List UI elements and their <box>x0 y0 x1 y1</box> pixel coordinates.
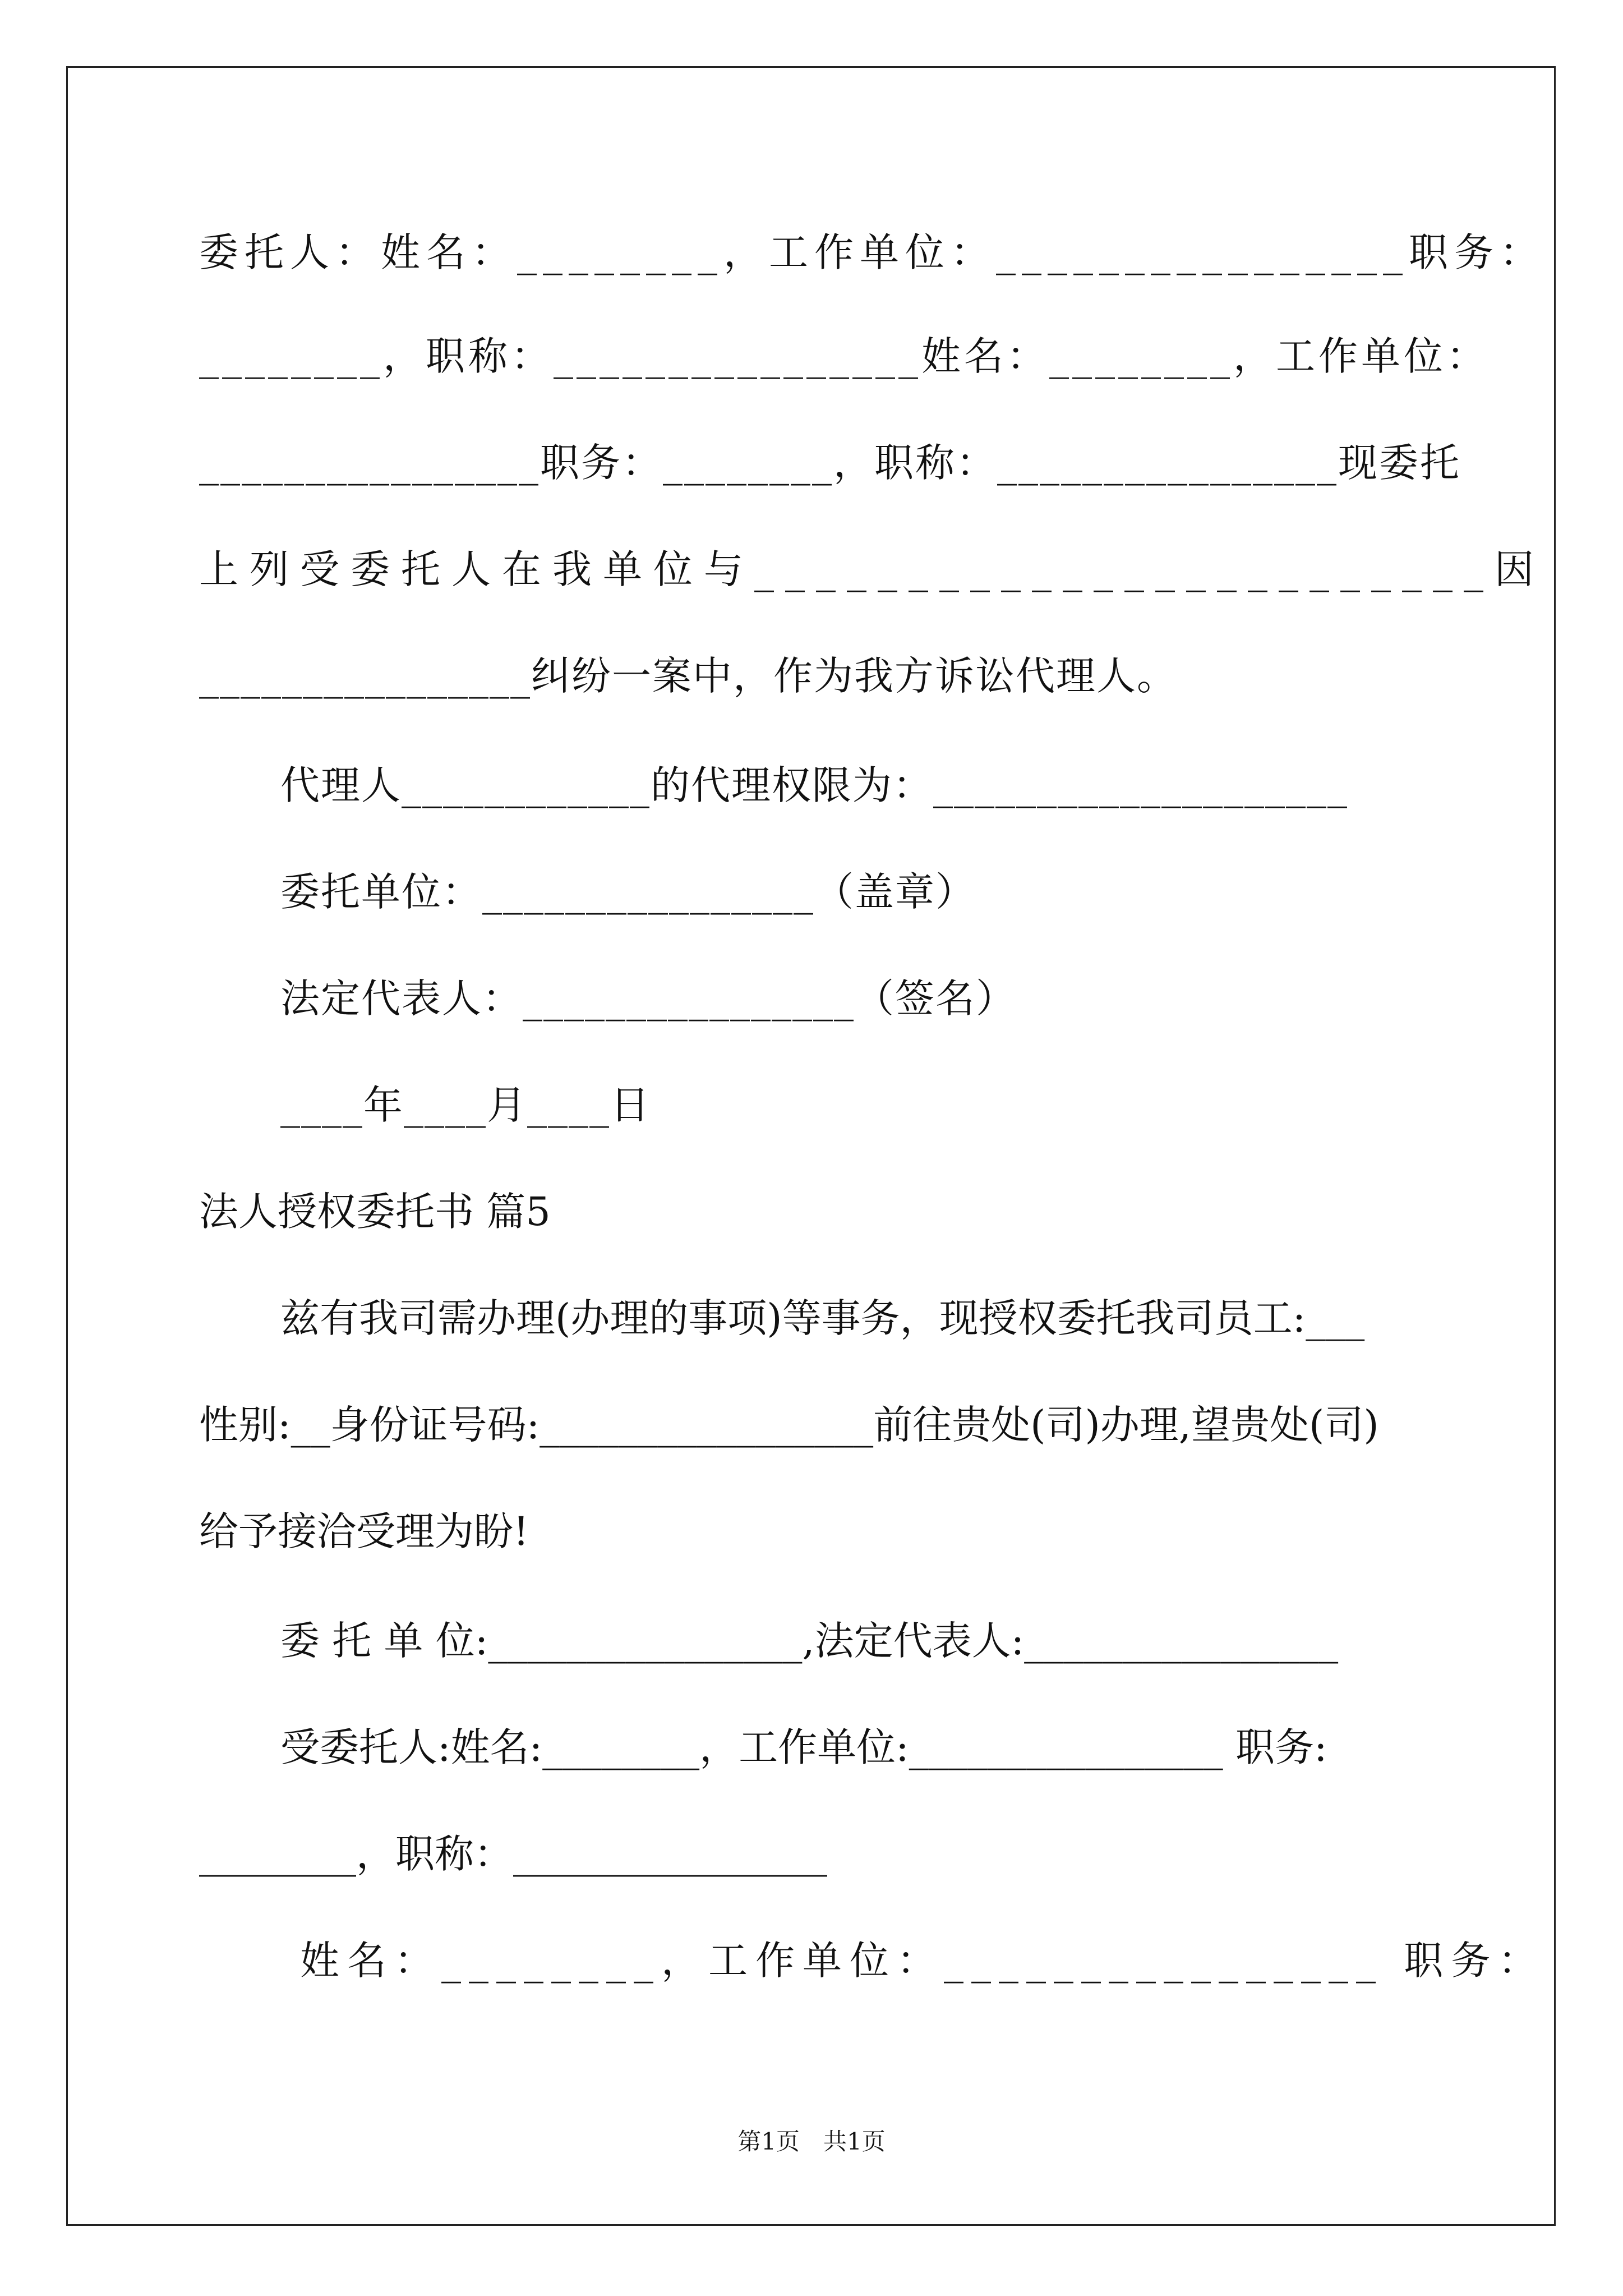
text-line-17-content: 姓名：________，工作单位：________________ 职务： <box>300 1938 1546 1984</box>
text-line-1 <box>199 227 1545 278</box>
text-line-11 <box>280 1293 1433 1343</box>
text-line-12 <box>199 1400 1433 1450</box>
text-line-7-content: 委托单位：________________（盖章） <box>280 869 976 915</box>
text-line-12-content: 性别:__身份证号码:_________________前往贵处(司)办理,望贵处(司) <box>199 1402 1379 1448</box>
text-line-7 <box>280 867 1433 917</box>
text-line-17 <box>300 1935 1546 1986</box>
page-footer <box>0 2126 1623 2157</box>
text-line-15-content: 受委托人:姓名:________，工作单位:________________ 职务: <box>280 1724 1327 1770</box>
text-line-16-content: ________，职称：________________ <box>199 1831 827 1877</box>
text-line-3 <box>199 438 1461 488</box>
text-line-14-content: 委 托 单 位:________________,法定代表人:________________ <box>280 1618 1339 1664</box>
text-line-15 <box>280 1722 1433 1773</box>
text-line-8-content: 法定代表人：________________（签名） <box>280 976 1016 1022</box>
text-line-13-content: 给予接洽受理为盼! <box>199 1508 529 1554</box>
text-line-2-content: ________，职称：________________姓名：________，工作单位： <box>199 333 1489 379</box>
page-border <box>66 66 1556 2226</box>
text-line-9 <box>280 1080 1433 1130</box>
text-line-5 <box>199 651 1433 701</box>
text-line-2 <box>199 331 1489 381</box>
text-line-6-content: 代理人____________的代理权限为：____________________ <box>280 762 1348 808</box>
text-line-6 <box>280 760 1433 811</box>
text-line-1-content: 委托人：姓名：________，工作单位：________________职务： <box>199 229 1545 275</box>
page-number: 第1页 共1页 <box>737 2128 886 2155</box>
text-line-5-content: ________________纠纷一案中，作为我方诉讼代理人。 <box>199 653 1177 699</box>
text-line-4-content: 上列受委托人在我单位与________________________因 <box>199 546 1545 592</box>
text-line-11-content: 兹有我司需办理(办理的事项)等事务，现授权委托我司员工:___ <box>280 1295 1365 1341</box>
text-line-9-content: ____年____月____日 <box>280 1082 651 1128</box>
text-line-8 <box>280 973 1433 1024</box>
section-heading-content: 法人授权委托书 篇5 <box>199 1189 551 1235</box>
text-line-14 <box>280 1616 1433 1666</box>
text-line-4 <box>199 544 1545 595</box>
text-line-13 <box>199 1506 1433 1557</box>
text-line-16 <box>199 1829 1433 1879</box>
section-heading <box>199 1186 1433 1237</box>
text-line-3-content: ________________职务：________，职称：________________现委托 <box>199 440 1461 486</box>
